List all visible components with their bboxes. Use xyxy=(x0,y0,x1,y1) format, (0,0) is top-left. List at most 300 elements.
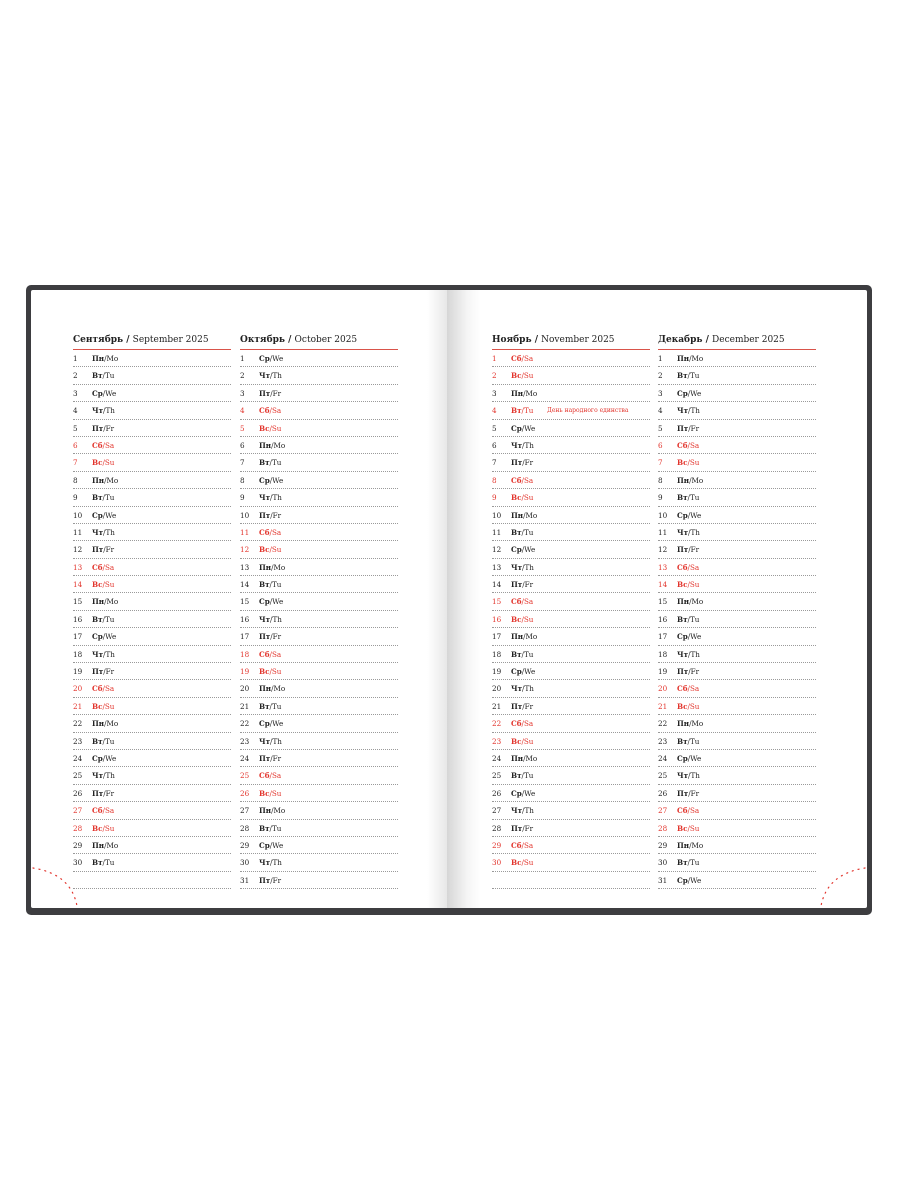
day-row[interactable] xyxy=(658,576,816,593)
weekday-ru: Пн xyxy=(92,475,105,485)
weekday-ru: Вт xyxy=(677,858,688,868)
weekday: Сб/Sa xyxy=(259,771,282,781)
weekday-en: Su xyxy=(689,701,700,711)
weekday-en: Mo xyxy=(691,719,704,729)
weekday-en: Sa xyxy=(523,597,534,607)
day-row[interactable] xyxy=(492,628,650,645)
weekday-en: Th xyxy=(272,736,282,746)
day-row[interactable] xyxy=(658,541,816,558)
weekday: Вт/Tu xyxy=(511,649,534,659)
day-row[interactable] xyxy=(73,733,231,750)
weekday: Пт/Fr xyxy=(92,423,115,433)
day-row[interactable] xyxy=(73,750,231,767)
weekday-ru: Сб xyxy=(259,771,270,781)
day-row[interactable] xyxy=(240,854,398,871)
weekday-ru: Вс xyxy=(511,371,522,381)
day-number: 28 xyxy=(658,823,668,833)
weekday: Вс/Su xyxy=(511,858,534,868)
day-row[interactable] xyxy=(73,541,231,558)
day-row[interactable] xyxy=(492,767,650,784)
weekday-en: Sa xyxy=(523,475,534,485)
weekday-en: We xyxy=(272,840,284,850)
weekday: Ср/We xyxy=(92,388,117,398)
day-row[interactable] xyxy=(658,854,816,871)
weekday-en: We xyxy=(690,388,702,398)
weekday-ru: Пт xyxy=(677,423,689,433)
weekday-ru: Вс xyxy=(511,493,522,503)
day-row[interactable] xyxy=(73,472,231,489)
weekday-ru: Чт xyxy=(677,771,689,781)
day-number: 21 xyxy=(658,701,668,711)
day-row[interactable] xyxy=(492,559,650,576)
day-row[interactable] xyxy=(492,472,650,489)
weekday: Пт/Fr xyxy=(677,545,700,555)
day-row[interactable] xyxy=(658,367,816,384)
day-row[interactable] xyxy=(492,385,650,402)
weekday: Вс/Su xyxy=(511,736,534,746)
day-row[interactable] xyxy=(658,698,816,715)
weekday-ru: Сб xyxy=(259,527,270,537)
weekday-en: Su xyxy=(523,858,534,868)
day-row[interactable] xyxy=(658,785,816,802)
weekday: Вт/Tu xyxy=(677,371,700,381)
day-number: 9 xyxy=(240,493,245,503)
day-row[interactable] xyxy=(240,837,398,854)
day-row[interactable] xyxy=(658,767,816,784)
day-row[interactable] xyxy=(492,680,650,697)
weekday-ru: Сб xyxy=(511,597,522,607)
day-number: 4 xyxy=(73,406,78,416)
day-row[interactable] xyxy=(492,541,650,558)
weekday-ru: Вс xyxy=(677,823,688,833)
day-row[interactable] xyxy=(492,593,650,610)
weekday-ru: Чт xyxy=(511,562,523,572)
weekday: Чт/Th xyxy=(511,562,534,572)
day-row[interactable] xyxy=(240,750,398,767)
weekday: Сб/Sa xyxy=(511,597,534,607)
day-row[interactable] xyxy=(240,646,398,663)
month-september xyxy=(73,334,231,889)
weekday: Пн/Mo xyxy=(677,354,704,363)
weekday: Пн/Mo xyxy=(511,510,538,520)
day-row[interactable] xyxy=(492,507,650,524)
day-number: 23 xyxy=(240,736,250,746)
day-row[interactable] xyxy=(492,454,650,471)
day-row[interactable] xyxy=(240,663,398,680)
day-number: 18 xyxy=(492,649,502,659)
day-number: 16 xyxy=(73,614,83,624)
day-number: 10 xyxy=(240,510,250,520)
weekday-en: Mo xyxy=(273,562,286,572)
day-number: 11 xyxy=(240,527,250,537)
weekday: Вс/Su xyxy=(259,667,282,677)
weekday: Сб/Sa xyxy=(511,354,534,363)
weekday-en: Fr xyxy=(105,545,115,555)
weekday: Пт/Fr xyxy=(92,788,115,798)
weekday-en: Tu xyxy=(104,493,115,503)
weekday: Вс/Su xyxy=(92,580,115,590)
weekday-ru: Чт xyxy=(677,527,689,537)
day-number: 29 xyxy=(240,840,250,850)
day-row[interactable] xyxy=(73,402,231,419)
day-number: 8 xyxy=(658,475,663,485)
day-row[interactable] xyxy=(658,715,816,732)
weekday: Ср/We xyxy=(259,475,284,485)
day-row[interactable] xyxy=(492,715,650,732)
weekday: Чт/Th xyxy=(92,527,115,537)
day-number: 18 xyxy=(240,649,250,659)
day-row[interactable] xyxy=(73,802,231,819)
day-row[interactable] xyxy=(240,454,398,471)
day-row[interactable] xyxy=(240,385,398,402)
weekday-ru: Пт xyxy=(92,545,104,555)
weekday-ru: Вс xyxy=(677,701,688,711)
weekday-en: Th xyxy=(524,806,534,816)
month-header: Ноябрь / November 2025 xyxy=(492,334,650,350)
day-row[interactable] xyxy=(240,524,398,541)
weekday-ru: Пт xyxy=(259,875,271,885)
day-row[interactable] xyxy=(658,507,816,524)
weekday-en: Fr xyxy=(272,632,282,642)
day-number: 16 xyxy=(658,614,668,624)
day-row[interactable] xyxy=(658,559,816,576)
day-row[interactable] xyxy=(492,820,650,837)
day-row[interactable] xyxy=(240,593,398,610)
weekday-en: Fr xyxy=(272,753,282,763)
weekday-en: Tu xyxy=(271,580,282,590)
weekday: Пн/Mo xyxy=(677,597,704,607)
day-row[interactable] xyxy=(240,402,398,419)
day-number: 1 xyxy=(240,354,245,363)
day-row[interactable] xyxy=(658,663,816,680)
day-number: 26 xyxy=(492,788,502,798)
day-row[interactable] xyxy=(492,646,650,663)
day-row[interactable] xyxy=(658,646,816,663)
day-row[interactable] xyxy=(658,420,816,437)
day-row[interactable] xyxy=(73,576,231,593)
day-row[interactable] xyxy=(73,663,231,680)
day-row[interactable] xyxy=(492,872,650,889)
day-row[interactable] xyxy=(240,350,398,367)
month-header: Сентябрь / September 2025 xyxy=(73,334,231,350)
day-number: 22 xyxy=(658,719,668,729)
weekday-ru: Пн xyxy=(511,632,524,642)
weekday-en: Mo xyxy=(691,475,704,485)
weekday-en: Mo xyxy=(691,840,704,850)
weekday-en: Su xyxy=(271,667,282,677)
day-row[interactable] xyxy=(240,698,398,715)
day-row[interactable] xyxy=(492,489,650,506)
weekday: Вс/Su xyxy=(677,823,700,833)
weekday-ru: Вт xyxy=(92,614,103,624)
day-row[interactable] xyxy=(73,350,231,367)
month-name-ru: Октябрь xyxy=(240,335,285,345)
weekday-ru: Вс xyxy=(511,614,522,624)
weekday-en: Mo xyxy=(691,354,704,363)
day-row[interactable] xyxy=(240,785,398,802)
day-row[interactable] xyxy=(492,854,650,871)
weekday-en: Su xyxy=(271,788,282,798)
weekday-en: Mo xyxy=(106,597,119,607)
weekday-ru: Ср xyxy=(259,597,270,607)
weekday: Ср/We xyxy=(511,545,536,555)
weekday-ru: Сб xyxy=(92,562,103,572)
day-number: 3 xyxy=(73,388,78,398)
day-row[interactable] xyxy=(73,837,231,854)
weekday: Вс/Su xyxy=(259,423,282,433)
weekday-en: Su xyxy=(104,458,115,468)
weekday: Чт/Th xyxy=(511,806,534,816)
weekday: Пт/Fr xyxy=(92,667,115,677)
weekday-en: Tu xyxy=(523,406,534,416)
day-row[interactable] xyxy=(73,785,231,802)
day-row[interactable] xyxy=(73,680,231,697)
day-row[interactable] xyxy=(658,454,816,471)
weekday-ru: Пн xyxy=(259,440,272,450)
weekday-en: Th xyxy=(105,771,115,781)
weekday-ru: Вс xyxy=(677,580,688,590)
weekday-ru: Сб xyxy=(259,406,270,416)
day-row[interactable] xyxy=(73,507,231,524)
day-number: 28 xyxy=(240,823,250,833)
day-number: 12 xyxy=(240,545,250,555)
weekday: Вт/Tu xyxy=(92,371,115,381)
day-row[interactable] xyxy=(492,802,650,819)
weekday-ru: Ср xyxy=(511,788,522,798)
weekday-ru: Сб xyxy=(511,354,522,363)
day-row[interactable] xyxy=(73,767,231,784)
day-row[interactable] xyxy=(73,489,231,506)
weekday: Пн/Mo xyxy=(92,719,119,729)
weekday: Сб/Sa xyxy=(259,649,282,659)
day-row[interactable] xyxy=(658,350,816,367)
day-row[interactable] xyxy=(492,402,650,419)
weekday-ru: Вт xyxy=(259,458,270,468)
weekday: Пт/Fr xyxy=(677,667,700,677)
day-row[interactable] xyxy=(240,576,398,593)
weekday-en: Su xyxy=(104,823,115,833)
day-row[interactable] xyxy=(492,750,650,767)
weekday-ru: Вт xyxy=(677,493,688,503)
day-number: 21 xyxy=(492,701,502,711)
day-number: 12 xyxy=(492,545,502,555)
day-row[interactable] xyxy=(240,437,398,454)
day-row[interactable] xyxy=(492,367,650,384)
day-row[interactable] xyxy=(492,837,650,854)
day-row[interactable] xyxy=(73,454,231,471)
day-row[interactable] xyxy=(240,628,398,645)
weekday-ru: Пн xyxy=(259,562,272,572)
month-name-ru: Декабрь xyxy=(658,335,703,345)
day-number: 2 xyxy=(492,371,497,381)
weekday-en: Mo xyxy=(273,806,286,816)
weekday: Чт/Th xyxy=(677,649,700,659)
day-row[interactable] xyxy=(240,767,398,784)
day-row[interactable] xyxy=(658,733,816,750)
weekday: Пт/Fr xyxy=(259,510,282,520)
weekday: Сб/Sa xyxy=(677,806,700,816)
day-row[interactable] xyxy=(73,646,231,663)
day-row[interactable] xyxy=(240,507,398,524)
weekday-en: Sa xyxy=(271,527,282,537)
day-row[interactable] xyxy=(492,663,650,680)
weekday-en: Fr xyxy=(690,423,700,433)
day-row[interactable] xyxy=(240,420,398,437)
weekday-ru: Ср xyxy=(92,388,103,398)
weekday-en: We xyxy=(272,354,284,363)
day-row[interactable] xyxy=(658,472,816,489)
weekday-en: Tu xyxy=(271,823,282,833)
day-number: 24 xyxy=(73,753,83,763)
day-number: 4 xyxy=(658,406,663,416)
day-row[interactable] xyxy=(73,437,231,454)
day-row[interactable] xyxy=(658,385,816,402)
weekday-ru: Пн xyxy=(511,753,524,763)
day-number: 31 xyxy=(658,875,668,885)
weekday-ru: Сб xyxy=(259,649,270,659)
day-row[interactable] xyxy=(73,628,231,645)
day-row[interactable] xyxy=(73,611,231,628)
day-row[interactable] xyxy=(492,437,650,454)
day-row[interactable] xyxy=(492,524,650,541)
weekday: Ср/We xyxy=(92,632,117,642)
day-row[interactable] xyxy=(658,802,816,819)
weekday-en: Tu xyxy=(689,371,700,381)
weekday: Вт/Tu xyxy=(677,493,700,503)
day-number: 19 xyxy=(240,667,250,677)
day-row[interactable] xyxy=(73,715,231,732)
weekday-en: Tu xyxy=(104,858,115,868)
day-row[interactable] xyxy=(658,437,816,454)
weekday: Ср/We xyxy=(677,632,702,642)
day-number: 28 xyxy=(492,823,502,833)
weekday: Чт/Th xyxy=(259,371,282,381)
weekday-ru: Ср xyxy=(511,667,522,677)
day-list xyxy=(492,350,650,889)
day-row[interactable] xyxy=(492,733,650,750)
day-row[interactable] xyxy=(240,802,398,819)
day-row[interactable] xyxy=(240,611,398,628)
weekday: Пн/Mo xyxy=(677,840,704,850)
day-row[interactable] xyxy=(658,820,816,837)
weekday: Пн/Mo xyxy=(92,475,119,485)
weekday: Пт/Fr xyxy=(259,753,282,763)
weekday-en: Fr xyxy=(105,423,115,433)
weekday: Сб/Sa xyxy=(259,527,282,537)
day-row[interactable] xyxy=(240,715,398,732)
day-row[interactable] xyxy=(658,402,816,419)
day-row[interactable] xyxy=(658,524,816,541)
weekday-ru: Ср xyxy=(259,840,270,850)
weekday: Пн/Mo xyxy=(92,354,119,363)
weekday-ru: Пт xyxy=(511,701,523,711)
weekday-en: Th xyxy=(524,562,534,572)
day-number: 29 xyxy=(73,840,83,850)
weekday: Пт/Fr xyxy=(511,458,534,468)
weekday: Ср/We xyxy=(511,667,536,677)
day-row[interactable] xyxy=(73,820,231,837)
day-number: 25 xyxy=(658,771,668,781)
weekday-en: Tu xyxy=(523,649,534,659)
day-row[interactable] xyxy=(240,489,398,506)
day-row[interactable] xyxy=(658,872,816,889)
day-row[interactable] xyxy=(492,785,650,802)
day-row[interactable] xyxy=(658,750,816,767)
day-row[interactable] xyxy=(240,541,398,558)
day-row[interactable] xyxy=(73,559,231,576)
day-row[interactable] xyxy=(658,611,816,628)
day-row[interactable] xyxy=(658,628,816,645)
weekday: Сб/Sa xyxy=(259,406,282,416)
day-row[interactable] xyxy=(492,576,650,593)
day-row[interactable] xyxy=(240,367,398,384)
day-row[interactable] xyxy=(240,820,398,837)
day-row[interactable] xyxy=(240,559,398,576)
day-row[interactable] xyxy=(73,385,231,402)
day-row[interactable] xyxy=(240,733,398,750)
weekday-ru: Ср xyxy=(511,545,522,555)
day-row[interactable] xyxy=(492,420,650,437)
weekday: Вт/Tu xyxy=(677,736,700,746)
day-row[interactable] xyxy=(492,611,650,628)
day-row[interactable] xyxy=(73,593,231,610)
day-number: 30 xyxy=(658,858,668,868)
day-row[interactable] xyxy=(658,837,816,854)
day-number: 1 xyxy=(492,354,497,363)
weekday-en: Sa xyxy=(271,771,282,781)
day-number: 22 xyxy=(492,719,502,729)
day-row[interactable] xyxy=(73,854,231,871)
weekday-ru: Сб xyxy=(92,440,103,450)
weekday-ru: Вс xyxy=(677,458,688,468)
weekday-ru: Пт xyxy=(259,510,271,520)
weekday-ru: Чт xyxy=(92,527,104,537)
weekday-en: Mo xyxy=(273,440,286,450)
weekday: Вс/Su xyxy=(677,701,700,711)
weekday-ru: Вс xyxy=(92,580,103,590)
weekday-en: We xyxy=(272,597,284,607)
day-row[interactable] xyxy=(658,489,816,506)
day-row[interactable] xyxy=(73,524,231,541)
day-row[interactable] xyxy=(492,698,650,715)
day-row[interactable] xyxy=(240,472,398,489)
day-row[interactable] xyxy=(73,367,231,384)
day-row[interactable] xyxy=(240,872,398,889)
weekday: Чт/Th xyxy=(259,858,282,868)
weekday-ru: Пт xyxy=(92,788,104,798)
weekday-ru: Вт xyxy=(259,823,270,833)
day-number: 20 xyxy=(240,684,250,694)
month-name-ru: Сентябрь xyxy=(73,335,124,345)
day-row[interactable] xyxy=(73,872,231,889)
day-row[interactable] xyxy=(73,698,231,715)
weekday-en: Mo xyxy=(525,388,538,398)
weekday-en: Th xyxy=(690,406,700,416)
day-row[interactable] xyxy=(240,680,398,697)
weekday-en: We xyxy=(524,423,536,433)
weekday-ru: Пн xyxy=(677,475,690,485)
day-row[interactable] xyxy=(658,680,816,697)
day-row[interactable] xyxy=(492,350,650,367)
weekday-en: Tu xyxy=(104,614,115,624)
weekday-en: Sa xyxy=(104,684,115,694)
weekday: Вт/Tu xyxy=(259,580,282,590)
day-number: 3 xyxy=(240,388,245,398)
day-row[interactable] xyxy=(73,420,231,437)
day-number: 25 xyxy=(240,771,250,781)
weekday-en: Th xyxy=(690,649,700,659)
day-row[interactable] xyxy=(658,593,816,610)
